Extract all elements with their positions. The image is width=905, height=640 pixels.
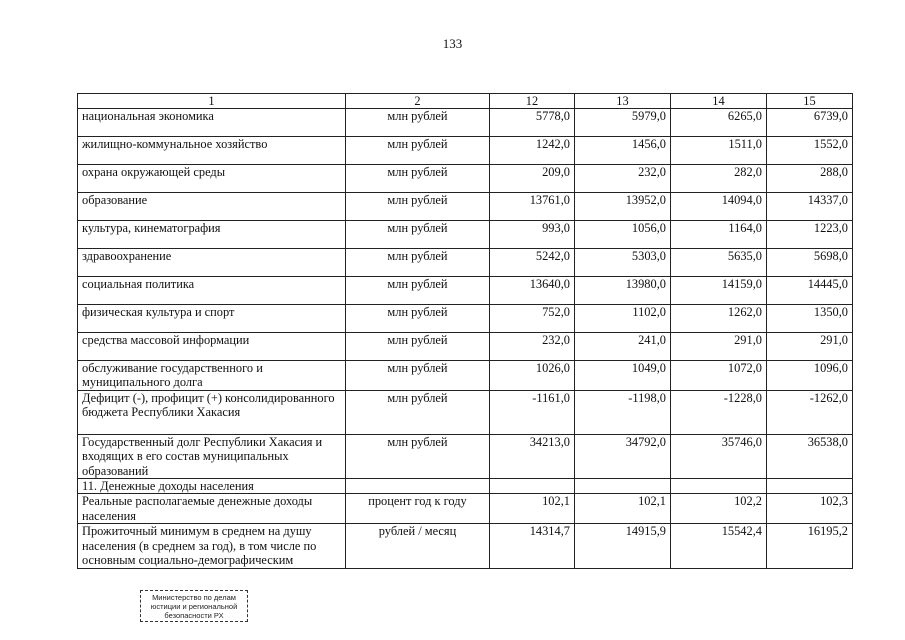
row-value: 16195,2 xyxy=(767,524,853,569)
row-name: образование xyxy=(78,193,346,221)
row-value: 1552,0 xyxy=(767,137,853,165)
row-value: 1026,0 xyxy=(490,361,575,391)
row-value: 102,2 xyxy=(671,494,767,524)
table-row xyxy=(78,390,853,434)
row-name: обслуживание государственного и муниципального долга xyxy=(78,361,346,391)
row-value: 14094,0 xyxy=(671,193,767,221)
row-value: 13640,0 xyxy=(490,277,575,305)
row-unit: млн рублей xyxy=(346,277,490,305)
row-value xyxy=(575,479,671,494)
row-value: 5635,0 xyxy=(671,249,767,277)
row-name: Прожиточный минимум в среднем на душу населения (в среднем за год), в том числе по основным социально-демографическим xyxy=(78,524,346,569)
column-header: 14 xyxy=(671,94,767,109)
row-value: 232,0 xyxy=(490,333,575,361)
row-name: Дефицит (-), профицит (+) консолидированного бюджета Республики Хакасия xyxy=(78,390,346,434)
row-value: 1511,0 xyxy=(671,137,767,165)
row-value: 5698,0 xyxy=(767,249,853,277)
table-row xyxy=(78,249,853,277)
column-header: 13 xyxy=(575,94,671,109)
row-value: 6739,0 xyxy=(767,109,853,137)
row-unit: млн рублей xyxy=(346,390,490,434)
table-row xyxy=(78,137,853,165)
row-value: 6265,0 xyxy=(671,109,767,137)
row-value: 993,0 xyxy=(490,221,575,249)
table-row xyxy=(78,109,853,137)
row-name: физическая культура и спорт xyxy=(78,305,346,333)
column-header: 12 xyxy=(490,94,575,109)
row-value: 1102,0 xyxy=(575,305,671,333)
row-value: 5979,0 xyxy=(575,109,671,137)
row-value: 232,0 xyxy=(575,165,671,193)
row-value: 13952,0 xyxy=(575,193,671,221)
row-unit: млн рублей xyxy=(346,361,490,391)
row-value: 1056,0 xyxy=(575,221,671,249)
row-value: 14915,9 xyxy=(575,524,671,569)
stamp-line: юстиции и региональной xyxy=(150,602,238,611)
row-value: 752,0 xyxy=(490,305,575,333)
row-value: 1262,0 xyxy=(671,305,767,333)
table-row xyxy=(78,305,853,333)
row-value: -1161,0 xyxy=(490,390,575,434)
table-row xyxy=(78,524,853,569)
row-value: 14445,0 xyxy=(767,277,853,305)
row-value: 1049,0 xyxy=(575,361,671,391)
section-heading: 11. Денежные доходы населения xyxy=(78,479,346,494)
stamp-line: безопасности РХ xyxy=(164,611,224,620)
row-value: -1262,0 xyxy=(767,390,853,434)
row-value: 13761,0 xyxy=(490,193,575,221)
row-value: 291,0 xyxy=(767,333,853,361)
row-name: национальная экономика xyxy=(78,109,346,137)
row-value: 1350,0 xyxy=(767,305,853,333)
row-value: -1198,0 xyxy=(575,390,671,434)
row-value: 36538,0 xyxy=(767,434,853,478)
row-value: 5778,0 xyxy=(490,109,575,137)
row-value: 1223,0 xyxy=(767,221,853,249)
table-row xyxy=(78,333,853,361)
row-value: 1072,0 xyxy=(671,361,767,391)
row-value: 1456,0 xyxy=(575,137,671,165)
row-name: жилищно-коммунальное хозяйство xyxy=(78,137,346,165)
ministry-stamp xyxy=(140,590,248,622)
row-value: 282,0 xyxy=(671,165,767,193)
row-value: 1164,0 xyxy=(671,221,767,249)
row-unit: млн рублей xyxy=(346,249,490,277)
row-unit: млн рублей xyxy=(346,333,490,361)
row-value: 5242,0 xyxy=(490,249,575,277)
row-value: 1096,0 xyxy=(767,361,853,391)
row-unit: млн рублей xyxy=(346,193,490,221)
row-value: 5303,0 xyxy=(575,249,671,277)
stamp-line: Министерство по делам xyxy=(152,593,236,602)
row-name: социальная политика xyxy=(78,277,346,305)
row-name: охрана окружающей среды xyxy=(78,165,346,193)
row-value: 288,0 xyxy=(767,165,853,193)
row-unit: млн рублей xyxy=(346,305,490,333)
row-unit: млн рублей xyxy=(346,221,490,249)
row-unit: млн рублей xyxy=(346,137,490,165)
row-value: 291,0 xyxy=(671,333,767,361)
row-name: Государственный долг Республики Хакасия и входящих в его состав муниципальных образований xyxy=(78,434,346,478)
column-header: 1 xyxy=(78,94,346,109)
row-unit: млн рублей xyxy=(346,165,490,193)
row-value: 15542,4 xyxy=(671,524,767,569)
row-value: 102,1 xyxy=(490,494,575,524)
row-value xyxy=(671,479,767,494)
row-value: 241,0 xyxy=(575,333,671,361)
row-value: 14159,0 xyxy=(671,277,767,305)
row-value: 13980,0 xyxy=(575,277,671,305)
row-unit: рублей / месяц xyxy=(346,524,490,569)
table-header-row xyxy=(78,94,853,109)
row-value: 102,3 xyxy=(767,494,853,524)
row-value: 209,0 xyxy=(490,165,575,193)
table-row xyxy=(78,221,853,249)
row-name: культура, кинематография xyxy=(78,221,346,249)
row-value: 14314,7 xyxy=(490,524,575,569)
table-row xyxy=(78,494,853,524)
row-unit: процент год к году xyxy=(346,494,490,524)
column-header: 15 xyxy=(767,94,853,109)
row-value: 102,1 xyxy=(575,494,671,524)
page-number: 133 xyxy=(442,36,463,51)
section-heading-row xyxy=(78,479,853,494)
row-unit: млн рублей xyxy=(346,109,490,137)
row-value: -1228,0 xyxy=(671,390,767,434)
table-row xyxy=(78,434,853,478)
column-header: 2 xyxy=(346,94,490,109)
row-value: 34792,0 xyxy=(575,434,671,478)
row-value xyxy=(490,479,575,494)
row-unit: млн рублей xyxy=(346,434,490,478)
data-table xyxy=(77,93,853,569)
table-row xyxy=(78,165,853,193)
table-row xyxy=(78,361,853,391)
row-value xyxy=(767,479,853,494)
row-name: здравоохранение xyxy=(78,249,346,277)
row-name: Реальные располагаемые денежные доходы населения xyxy=(78,494,346,524)
row-unit xyxy=(346,479,490,494)
row-value: 1242,0 xyxy=(490,137,575,165)
row-value: 14337,0 xyxy=(767,193,853,221)
row-name: средства массовой информации xyxy=(78,333,346,361)
table-row xyxy=(78,193,853,221)
row-value: 35746,0 xyxy=(671,434,767,478)
table-row xyxy=(78,277,853,305)
row-value: 34213,0 xyxy=(490,434,575,478)
